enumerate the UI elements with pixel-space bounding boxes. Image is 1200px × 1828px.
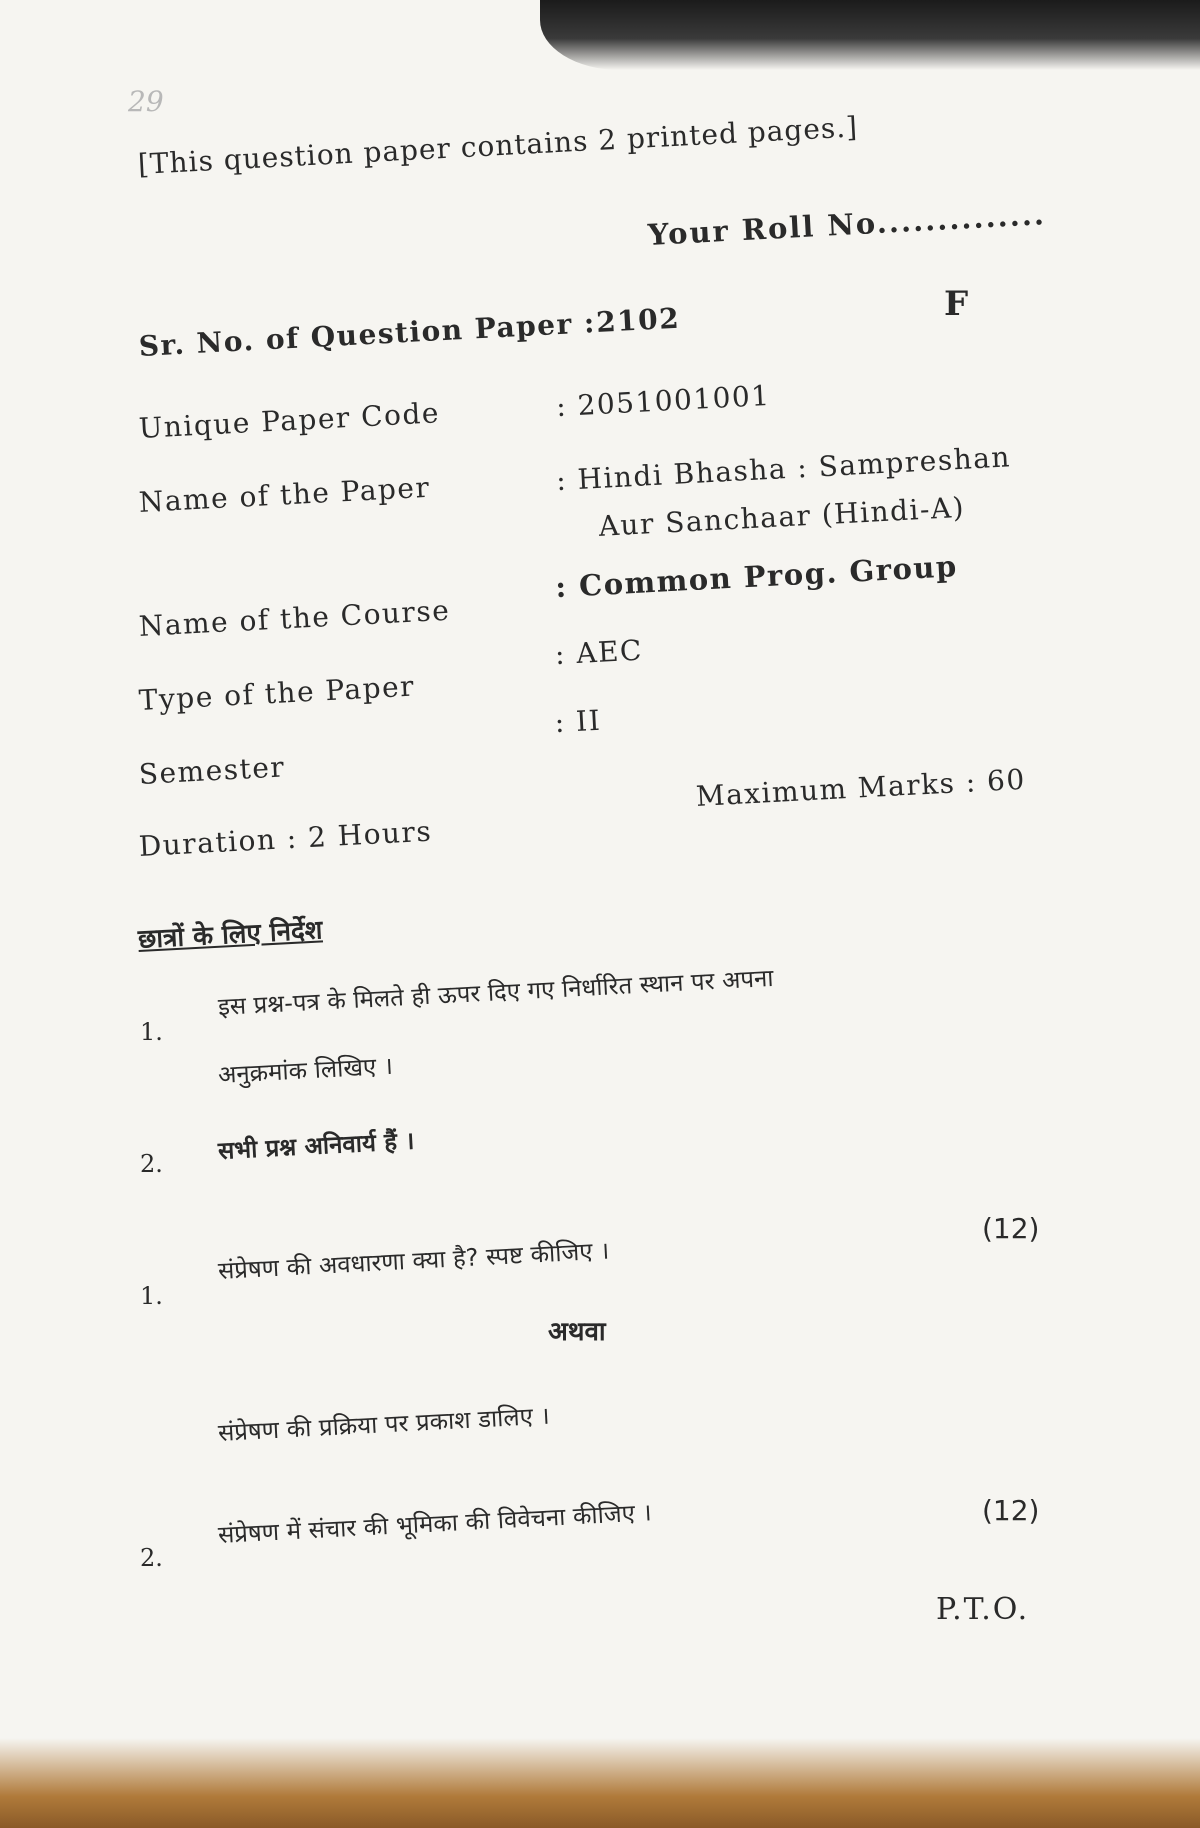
instruction-number: 1. bbox=[140, 1018, 163, 1046]
detail-value: : II bbox=[553, 703, 602, 740]
detail-label: Unique Paper Code bbox=[138, 396, 441, 445]
question-marks: (12) bbox=[982, 1212, 1040, 1245]
or-divider: अथवा bbox=[548, 1317, 606, 1347]
detail-paper-type bbox=[138, 633, 1037, 717]
detail-value: : 2051001001 bbox=[555, 378, 772, 424]
question-number: 1. bbox=[140, 1282, 163, 1310]
detail-label: Semester bbox=[138, 750, 286, 791]
detail-label: Name of the Paper bbox=[138, 470, 432, 519]
detail-sr-no bbox=[138, 283, 1037, 363]
detail-paper-name bbox=[138, 439, 1037, 543]
detail-value: : AEC bbox=[554, 633, 644, 672]
set-code: F bbox=[944, 284, 969, 324]
instruction-text: इस प्रश्न-पत्र के मिलते ही ऊपर दिए गए निर्धारित स्थान पर अपना bbox=[217, 963, 775, 1021]
detail-label: Type of the Paper bbox=[138, 669, 416, 717]
instruction-text-line2: अनुक्रमांक लिखिए । bbox=[217, 1051, 394, 1089]
maximum-marks: Maximum Marks : 60 bbox=[695, 762, 1027, 813]
question-alternative-text: संप्रेषण की प्रक्रिया पर प्रकाश डालिए । bbox=[217, 1401, 551, 1447]
instruction-number: 2. bbox=[140, 1150, 163, 1178]
pages-note: [This question paper contains 2 printed pages.] bbox=[137, 110, 859, 181]
detail-value: : Common Prog. Group bbox=[554, 549, 959, 605]
detail-value-line2: Aur Sanchaar (Hindi-A) bbox=[597, 490, 966, 543]
question-text: संप्रेषण की अवधारणा क्या है? स्पष्ट कीजिए । bbox=[217, 1236, 610, 1285]
instruction-text: सभी प्रश्न अनिवार्य हैं । bbox=[217, 1126, 416, 1165]
detail-label: Sr. No. of Question Paper : bbox=[138, 306, 597, 363]
detail-course bbox=[138, 549, 1037, 643]
question-marks: (12) bbox=[982, 1494, 1040, 1527]
question-text: संप्रेषण में संचार की भूमिका की विवेचना कीजिए । bbox=[217, 1498, 653, 1549]
question-number: 2. bbox=[140, 1544, 163, 1572]
detail-label: Name of the Course bbox=[138, 593, 452, 643]
detail-paper-code bbox=[138, 365, 1037, 445]
detail-value: : Hindi Bhasha : Sampreshan bbox=[555, 440, 1012, 498]
instructions-title: छात्रों के लिए निर्देश bbox=[137, 915, 324, 955]
margin-note: 29 bbox=[128, 85, 164, 118]
roll-number-field: Your Roll No.............. bbox=[647, 197, 1047, 252]
detail-value: 2102 bbox=[595, 301, 681, 339]
detail-label: Duration : 2 Hours bbox=[138, 814, 433, 863]
please-turn-over: P.T.O. bbox=[936, 1592, 1030, 1627]
